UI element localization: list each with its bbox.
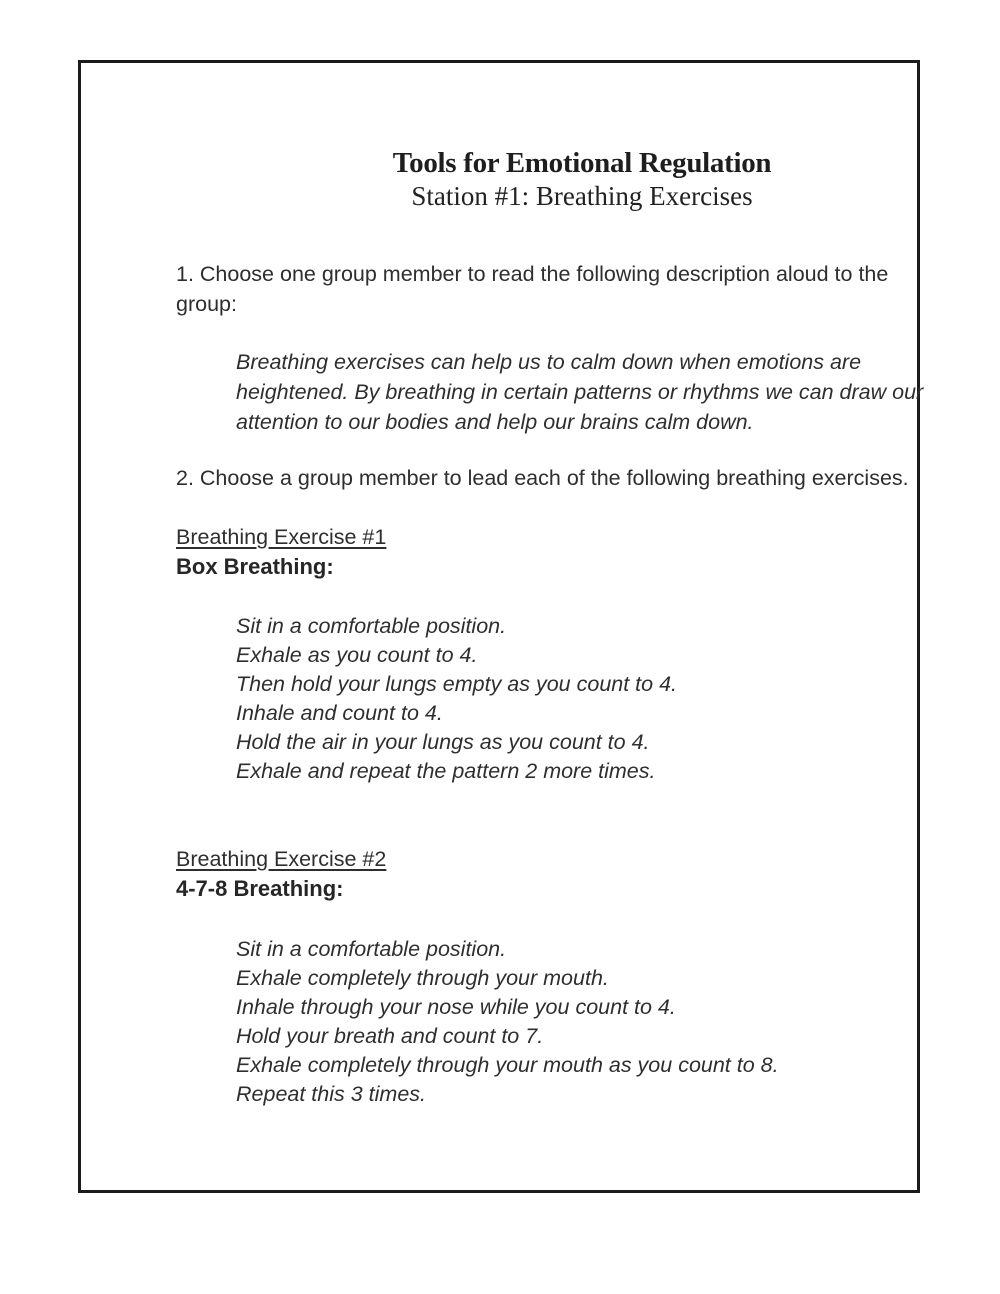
page-border-frame: [78, 60, 924, 1193]
exercise-2-steps: [236, 935, 988, 1109]
exercise-step: Sit in a comfortable position.: [236, 614, 507, 638]
exercise-step: Then hold your lungs empty as you count to 4.: [236, 672, 678, 696]
page-title: Tools for Emotional Regulation: [392, 147, 772, 179]
page-subtitle: Station #1: Breathing Exercises: [411, 181, 753, 211]
exercise-2-heading: Breathing Exercise #2: [176, 847, 387, 871]
exercise-step: Repeat this 3 times.: [236, 1082, 427, 1106]
exercise-step: Hold the air in your lungs as you count to 4.: [236, 730, 650, 754]
exercise-1-heading: Breathing Exercise #1: [176, 525, 387, 549]
page-content: [176, 147, 988, 1109]
instruction-step-1: 1. Choose one group member to read the following description aloud to the group:: [176, 262, 889, 316]
exercise-step: Inhale and count to 4.: [236, 701, 443, 725]
exercise-1-name: Box Breathing:: [176, 554, 334, 579]
exercise-step: Inhale through your nose while you count to 4.: [236, 995, 676, 1019]
exercise-step: Exhale completely through your mouth as you count to 8.: [236, 1053, 779, 1077]
breathing-description-quote: Breathing exercises can help us to calm down when emotions are heightened. By breathing in certain patterns or rhythms we can draw our attention to our bodies and help our brains calm down.: [236, 350, 924, 434]
exercise-step: Sit in a comfortable position.: [236, 937, 507, 961]
exercise-step: Hold your breath and count to 7.: [236, 1024, 544, 1048]
instruction-step-2: 2. Choose a group member to lead each of the following breathing exercises.: [176, 466, 909, 490]
exercise-1-steps: [236, 612, 988, 786]
exercise-step: Exhale completely through your mouth.: [236, 966, 609, 990]
exercise-step: Exhale as you count to 4.: [236, 643, 478, 667]
exercise-step: Exhale and repeat the pattern 2 more times.: [236, 759, 656, 783]
exercise-2-name: 4-7-8 Breathing:: [176, 876, 344, 901]
exercise-1-section: [176, 522, 988, 786]
exercise-2-section: [176, 844, 988, 1109]
